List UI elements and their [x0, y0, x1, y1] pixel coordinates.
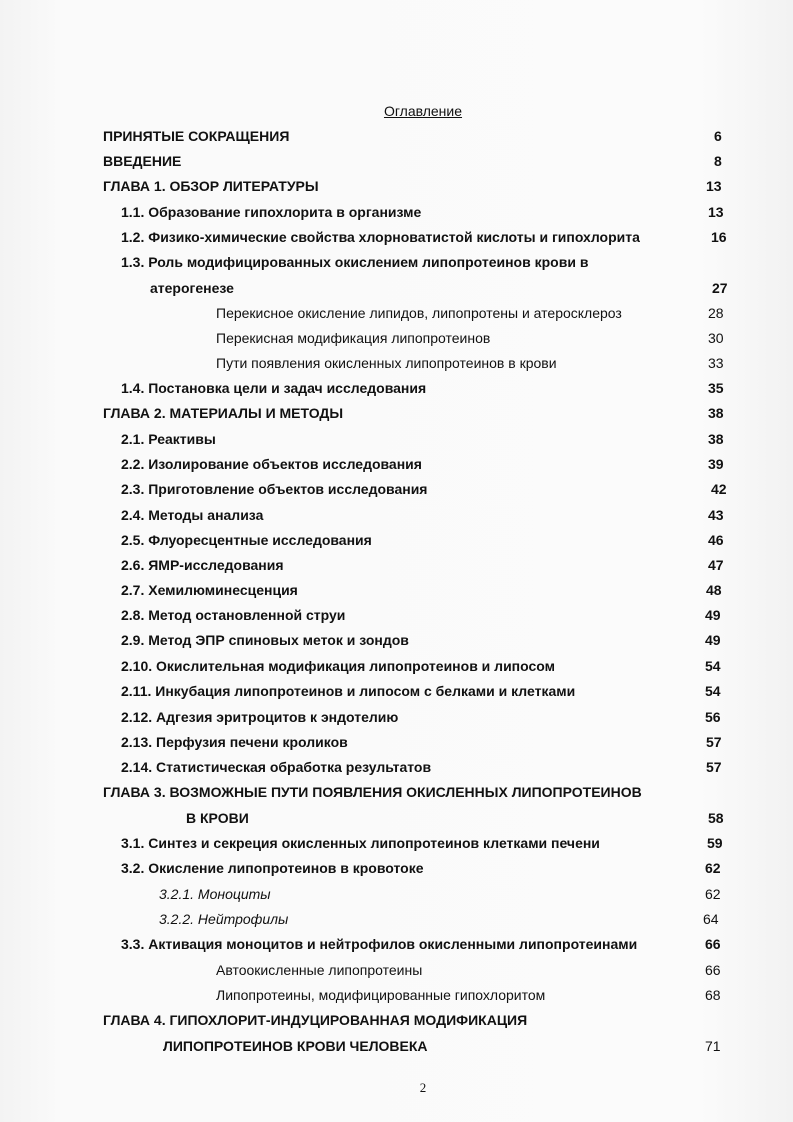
toc-entry-page: 27: [712, 280, 728, 296]
toc-entry-page: 48: [706, 582, 722, 598]
toc-entry: [121, 934, 731, 954]
toc-entry: [121, 580, 721, 600]
toc-entry: [121, 202, 724, 222]
toc-entry-text: Пути появления окисленных липопротеинов в крови: [216, 355, 557, 371]
toc-entry-page: 71: [705, 1038, 721, 1054]
toc-entry-page: 13: [708, 204, 724, 220]
toc-entry: [103, 782, 723, 802]
toc-entry: [186, 808, 726, 828]
toc-entry: [103, 126, 723, 146]
toc-entry-text: 1.1. Образование гипохлорита в организме: [121, 204, 422, 220]
toc-entry-page: 54: [705, 683, 721, 699]
toc-entry: [121, 378, 724, 398]
toc-entry-page: 43: [708, 507, 724, 523]
toc-entry-text: 2.2. Изолирование объектов исследования: [121, 456, 422, 472]
toc-entry-text: ВВЕДЕНИЕ: [103, 153, 182, 169]
toc-entry-page: 62: [705, 860, 721, 876]
toc-entry-page: 64: [703, 911, 719, 927]
toc-entry: [121, 732, 721, 752]
toc-entry: [121, 252, 721, 272]
toc-entry: [121, 454, 724, 474]
toc-entry: [121, 530, 724, 550]
toc-entry-page: 54: [705, 658, 721, 674]
toc-entry: [121, 757, 721, 777]
toc-entry: [159, 884, 719, 904]
toc-entry-text: 2.13. Перфузия печени кроликов: [121, 734, 348, 750]
toc-entry-text: ГЛАВА 3. ВОЗМОЖНЫЕ ПУТИ ПОЯВЛЕНИЯ ОКИСЛЕННЫХ ЛИПОПРОТЕИНОВ: [103, 784, 642, 800]
toc-entry-page: 66: [705, 962, 721, 978]
toc-entry: [163, 1036, 723, 1056]
toc-entry-text: ГЛАВА 4. ГИПОХЛОРИТ-ИНДУЦИРОВАННАЯ МОДИФИКАЦИЯ: [103, 1012, 528, 1028]
toc-entry: [216, 960, 726, 980]
toc-entry-page: 42: [711, 481, 727, 497]
toc-entry-text: ПРИНЯТЫЕ СОКРАЩЕНИЯ: [103, 128, 290, 144]
toc-entry-text: 2.4. Методы анализа: [121, 507, 264, 523]
toc-entry-text: ГЛАВА 1. ОБЗОР ЛИТЕРАТУРЫ: [103, 178, 319, 194]
toc-entry: [103, 176, 723, 196]
toc-entry-text: 3.3. Активация моноцитов и нейтрофилов окисленными липопротеинами: [121, 936, 638, 952]
toc-entry-text: 2.1. Реактивы: [121, 431, 216, 447]
toc-entry-page: 16: [711, 229, 727, 245]
toc-entry: [121, 833, 721, 853]
toc-entry-page: 49: [705, 632, 721, 648]
toc-entry-text: 3.2.2. Нейтрофилы: [159, 911, 289, 927]
toc-entry-text: 3.2.1. Моноциты: [159, 886, 271, 902]
toc-entry: [121, 681, 721, 701]
toc-entry-page: 33: [708, 355, 724, 371]
toc-entry-text: атерогенезе: [150, 280, 234, 296]
toc-entry-page: 39: [708, 456, 724, 472]
toc-entry: [121, 630, 721, 650]
page-number: 2: [419, 1080, 427, 1095]
toc-entry: [121, 505, 724, 525]
toc-entry: [216, 328, 726, 348]
toc-entry: [121, 479, 731, 499]
toc-title: Оглавление: [383, 103, 463, 119]
toc-entry-text: 3.2. Окисление липопротеинов в кровотоке: [121, 860, 424, 876]
toc-entry-text: 2.9. Метод ЭПР спиновых меток и зондов: [121, 632, 409, 648]
toc-entry: [121, 858, 721, 878]
toc-entry-page: 58: [708, 810, 724, 826]
toc-entry-page: 8: [714, 153, 722, 169]
toc-entry: [103, 1010, 723, 1030]
toc-entry: [121, 707, 721, 727]
toc-entry-page: 62: [705, 886, 721, 902]
toc-entry: [150, 278, 730, 298]
toc-entry-text: 2.11. Инкубация липопротеинов и липосом с белками и клетками: [121, 683, 576, 699]
toc-entry-page: 28: [708, 305, 724, 321]
toc-entry: [216, 303, 726, 323]
toc-entry-text: Перекисное окисление липидов, липопротены и атеросклероз: [216, 305, 622, 321]
toc-entry-page: 38: [708, 431, 724, 447]
toc-entry-page: 38: [708, 405, 724, 421]
toc-entry-text: 2.3. Приготовление объектов исследования: [121, 481, 428, 497]
toc-entry-text: Липопротеины, модифицированные гипохлоритом: [216, 987, 546, 1003]
toc-entry-page: 68: [705, 987, 721, 1003]
toc-entry: [121, 605, 721, 625]
toc-entry: [103, 403, 723, 423]
toc-entry-page: 57: [706, 734, 722, 750]
toc-entry-page: 13: [706, 178, 722, 194]
toc-entry-page: 47: [708, 557, 724, 573]
toc-entry-page: 30: [708, 330, 724, 346]
toc-entry-text: 2.14. Статистическая обработка результатов: [121, 759, 432, 775]
toc-entry: [121, 429, 724, 449]
toc-entry-page: 66: [705, 936, 721, 952]
toc-entry: [103, 151, 723, 171]
toc-entry: [216, 985, 726, 1005]
toc-entry-page: 59: [707, 835, 723, 851]
toc-entry-text: 1.4. Постановка цели и задач исследования: [121, 380, 427, 396]
toc-entry: [121, 227, 731, 247]
toc-entry-text: 2.7. Хемилюминесценция: [121, 582, 298, 598]
toc-entry-page: 46: [708, 532, 724, 548]
toc-entry: [121, 555, 724, 575]
toc-entry-text: ГЛАВА 2. МАТЕРИАЛЫ И МЕТОДЫ: [103, 405, 344, 421]
toc-entry-text: 1.3. Роль модифицированных окислением липопротеинов крови в: [121, 254, 589, 270]
toc-entry-page: 35: [708, 380, 724, 396]
toc-entry: [159, 909, 719, 929]
toc-entry: [121, 656, 721, 676]
toc-entry-text: 2.5. Флуоресцентные исследования: [121, 532, 372, 548]
toc-entry-page: 6: [714, 128, 722, 144]
toc-entry-text: ЛИПОПРОТЕИНОВ КРОВИ ЧЕЛОВЕКА: [163, 1038, 428, 1054]
toc-entry-text: 2.8. Метод остановленной струи: [121, 607, 346, 623]
toc-entry-page: 57: [706, 759, 722, 775]
toc-entry-text: 2.10. Окислительная модификация липопротеинов и липосом: [121, 658, 556, 674]
toc-entry-page: 56: [705, 709, 721, 725]
toc-entry: [216, 353, 726, 373]
toc-entry-page: 49: [705, 607, 721, 623]
toc-entry-text: В КРОВИ: [186, 810, 249, 826]
toc-entry-text: 1.2. Физико-химические свойства хлорноватистой кислоты и гипохлорита: [121, 229, 640, 245]
toc-entry-text: 2.12. Адгезия эритроцитов к эндотелию: [121, 709, 399, 725]
toc-entry-text: 2.6. ЯМР-исследования: [121, 557, 284, 573]
toc-entry-text: Автоокисленные липопротеины: [216, 962, 423, 978]
toc-entry-text: 3.1. Синтез и секреция окисленных липопротеинов клетками печени: [121, 835, 600, 851]
toc-entry-text: Перекисная модификация липопротеинов: [216, 330, 491, 346]
